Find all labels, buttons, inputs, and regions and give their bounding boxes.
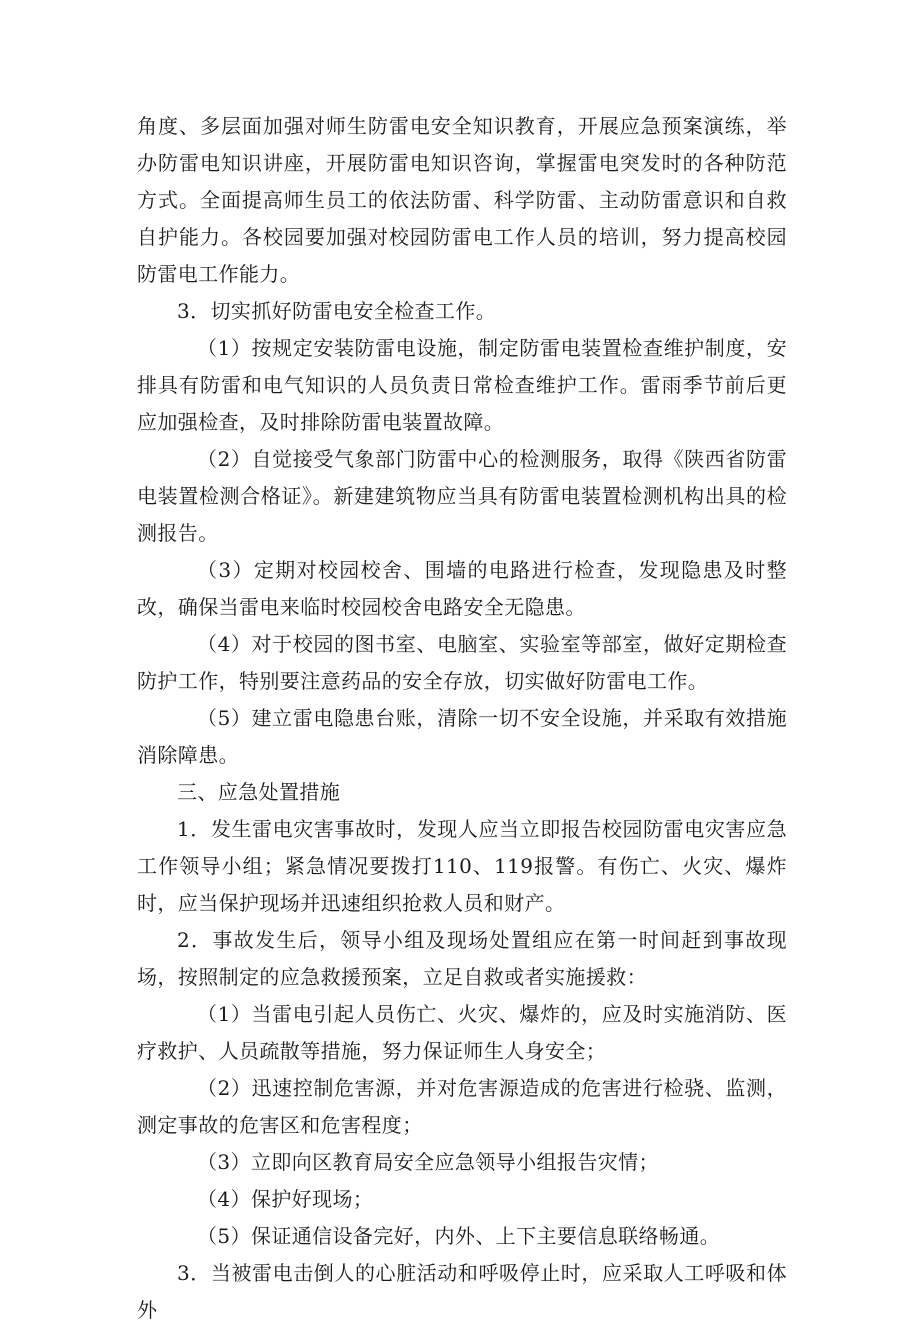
- paragraph-response-item-3: （3）立即向区教育局安全应急领导小组报告灾情；: [197, 1150, 659, 1174]
- section-heading-emergency-measures: 三、应急处置措施: [177, 780, 341, 804]
- paragraph-item-2-certificate: （2）自觉接受气象部门防雷中心的检测服务，取得《陕西省防雷电装置检测合格证》。新建建筑物应当具有防雷电装置检测机构出具的检测报告。: [137, 447, 787, 545]
- paragraph-response-item-2: （2）迅速控制危害源，并对危害源造成的危害进行检骁、监测，测定事故的危害区和危害程度；: [137, 1076, 787, 1137]
- document-body: [137, 108, 787, 1329]
- heading-inspection-work: 3．切实抓好防雷电安全检查工作。: [177, 299, 497, 323]
- paragraph-step-1-report: 1．发生雷电灾害事故时，发现人应当立即报告校园防雷电灾害应急工作领导小组；紧急情况要拨打110、119报警。有伤亡、火灾、爆炸时，应当保护现场并迅速组织抢救人员和财产。: [137, 817, 787, 915]
- paragraph-item-5-hazard-ledger: （5）建立雷电隐患台账，清除一切不安全设施，并采取有效措施消除障患。: [137, 706, 787, 767]
- paragraph-item-4-labs: （4）对于校园的图书室、电脑室、实验室等部室，做好定期检查防护工作，特别要注意药品的安全存放，切实做好防雷电工作。: [137, 632, 787, 693]
- paragraph-step-2-response: 2．事故发生后，领导小组及现场处置组应在第一时间赶到事故现场，按照制定的应急救援预案，立足自救或者实施援救：: [137, 928, 787, 989]
- paragraph-step-3-first-aid: 3．当被雷电击倒人的心脏活动和呼吸停止时，应采取人工呼吸和体外: [137, 1261, 787, 1322]
- paragraph-item-3-circuit-check: （3）定期对校园校舍、围墙的电路进行检查，发现隐患及时整改，确保当雷电来临时校园校舍电路安全无隐患。: [137, 558, 787, 619]
- paragraph-response-item-1: （1）当雷电引起人员伤亡、火灾、爆炸的，应及时实施消防、医疗救护、人员疏散等措施，努力保证师生人身安全；: [137, 1002, 787, 1063]
- paragraph-item-1-install: （1）按规定安装防雷电设施，制定防雷电装置检查维护制度，安排具有防雷和电气知识的人员负责日常检查维护工作。雷雨季节前后更应加强检查，及时排除防雷电装置故障。: [137, 336, 787, 434]
- paragraph-response-item-4: （4）保护好现场；: [197, 1187, 374, 1211]
- paragraph-safety-education: 角度、多层面加强对师生防雷电安全知识教育，开展应急预案演练，举办防雷电知识讲座，开展防雷电知识咨询，掌握雷电突发时的各种防范方式。全面提高师生员工的依法防雷、科学防雷、主动防雷意识和自救自护能力。各校园要加强对校园防雷电工作人员的培训，努力提高校园防雷电工作能力。: [137, 114, 787, 286]
- paragraph-response-item-5: （5）保证通信设备完好，内外、上下主要信息联络畅通。: [197, 1224, 721, 1248]
